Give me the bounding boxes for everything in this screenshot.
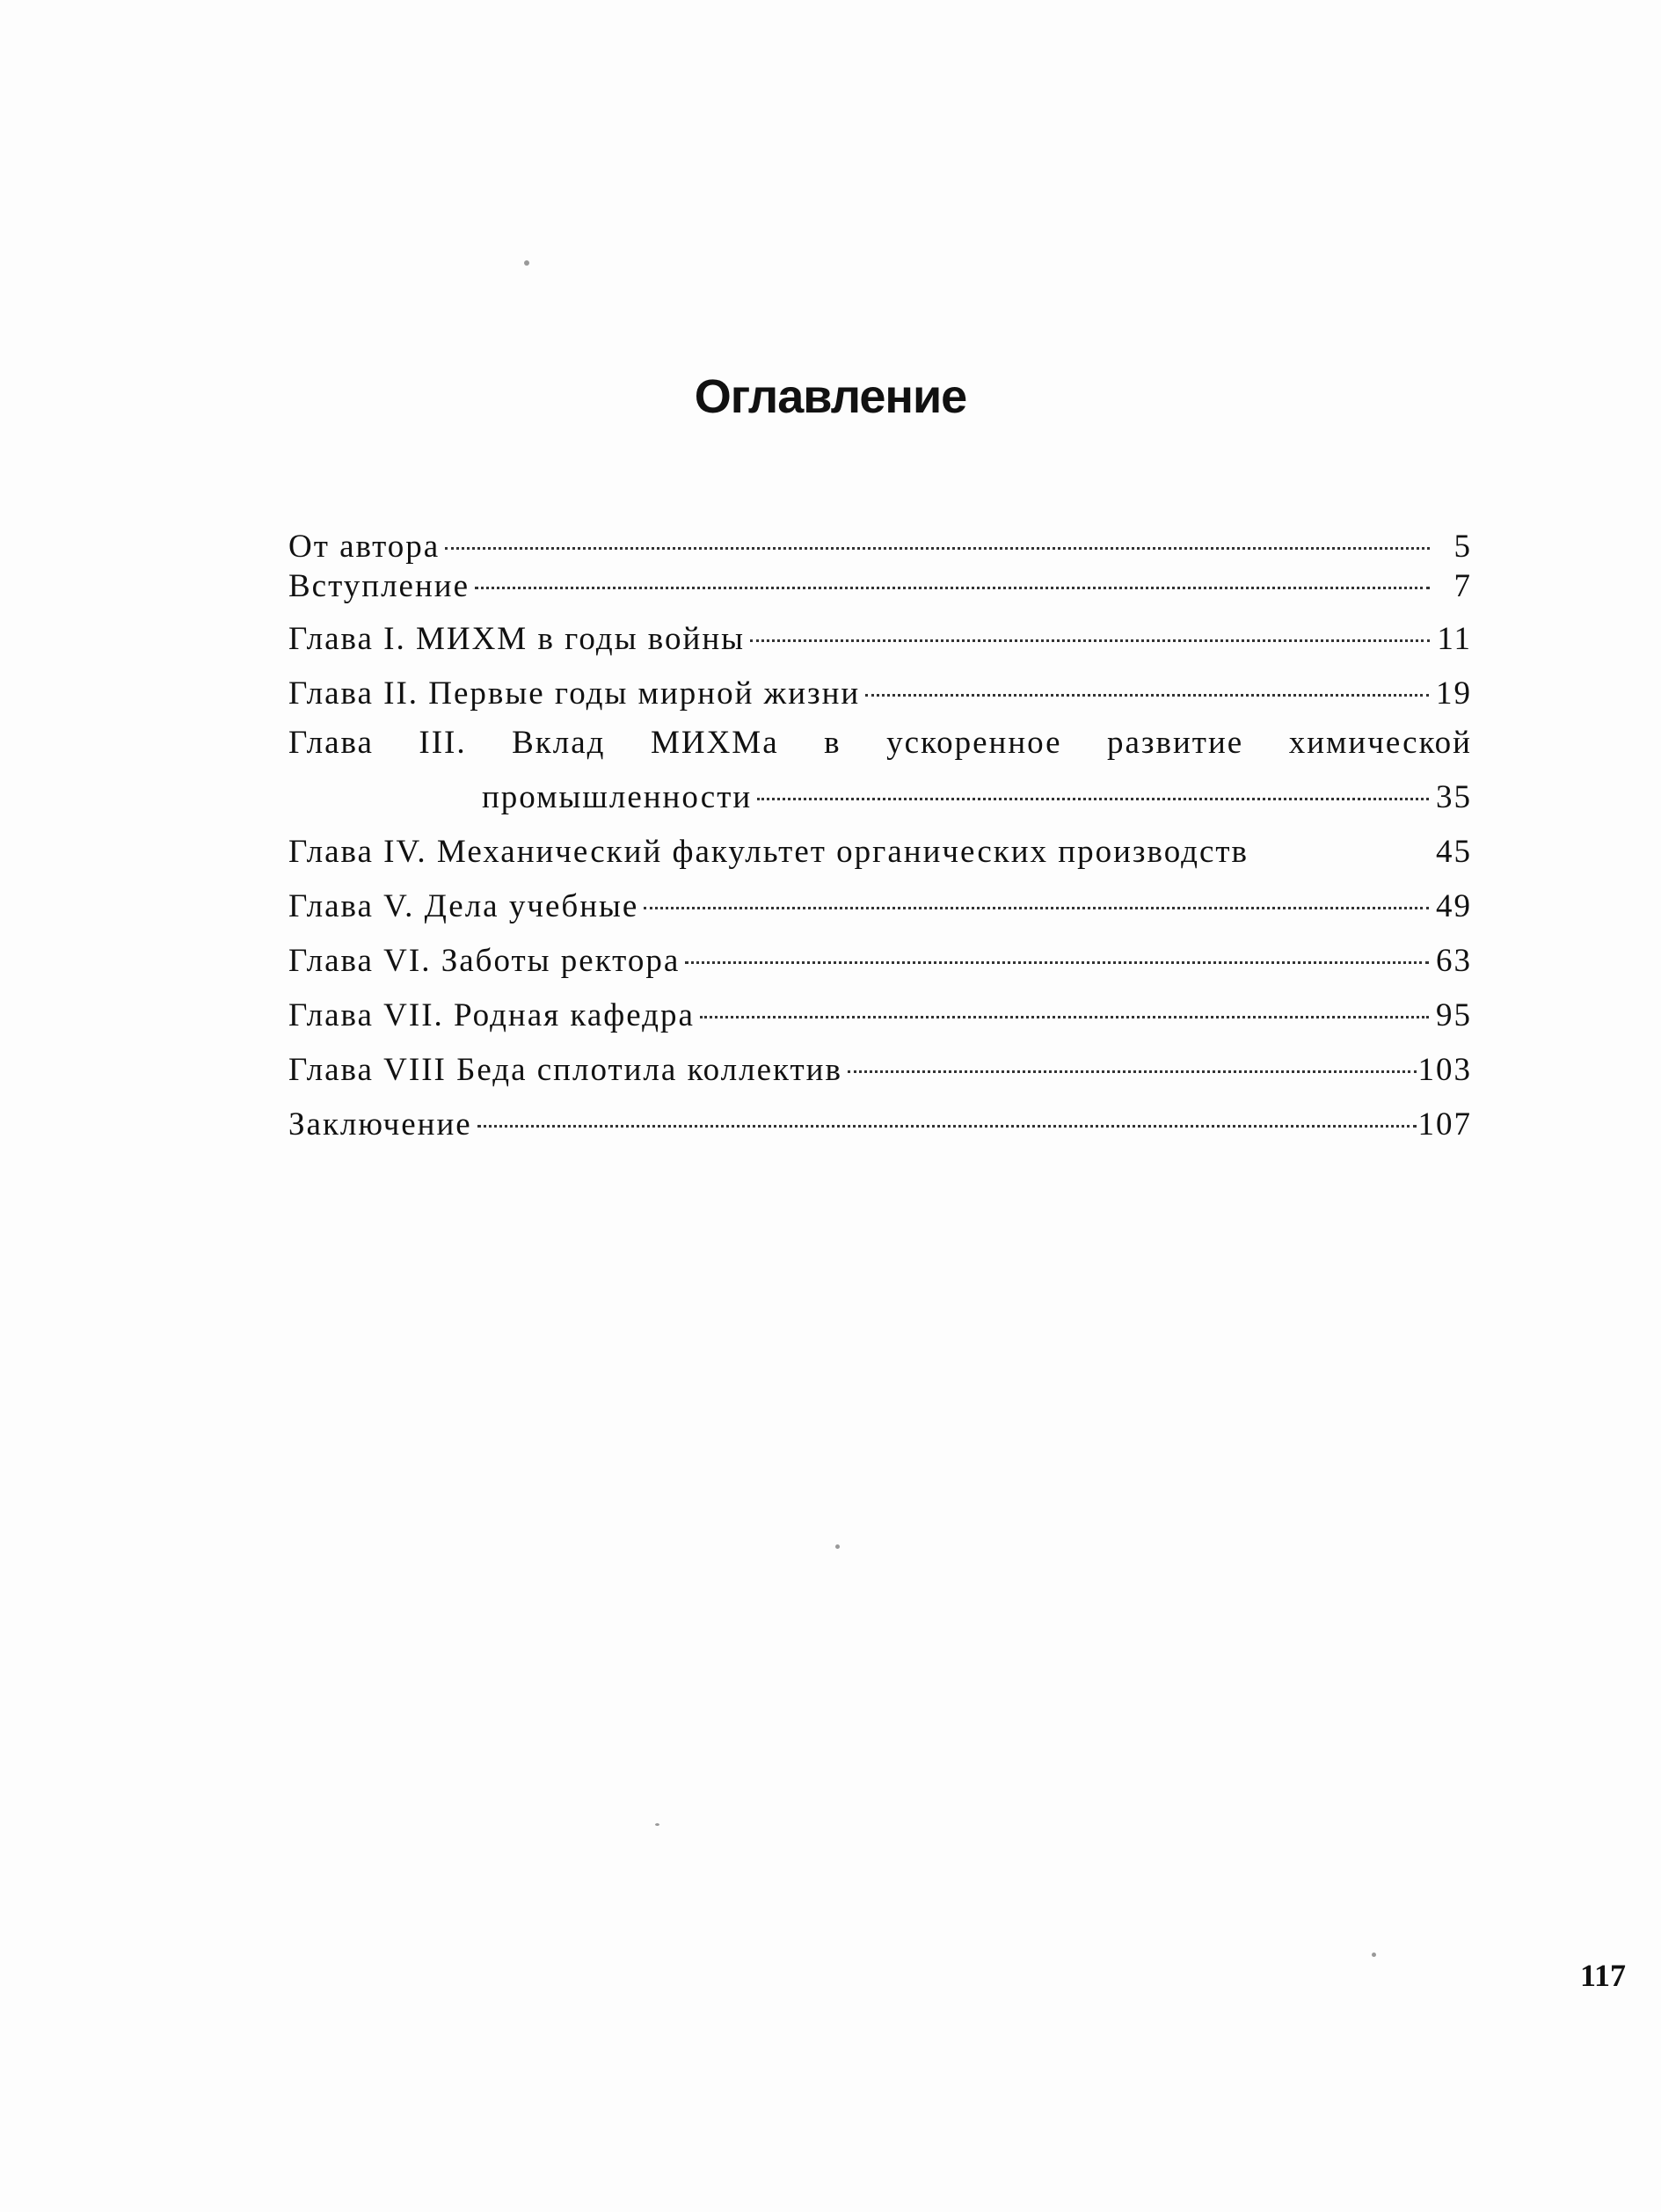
toc-entry-page: 19 [1436,675,1472,712]
toc-entry-page: 11 [1437,621,1472,657]
toc-entry-page: 107 [1417,1106,1472,1143]
toc-entry-label: Вступление [288,568,470,604]
toc-entry-label: Глава VI. Заботы ректора [288,943,681,979]
toc-leader-dots [477,1125,1417,1128]
page-number: 117 [1579,1958,1626,1993]
toc-entry-page: 5 [1453,529,1472,565]
scan-speck [835,1544,840,1549]
toc-entry-label: От автора [288,529,441,565]
toc-entry-page: 45 [1436,834,1472,870]
toc-entry-page: 95 [1436,997,1472,1033]
toc-entry [288,942,1472,984]
toc-entry [288,887,1472,930]
toc-entry [288,620,1472,662]
scan-speck [1372,1953,1376,1957]
toc-leader-dots [445,547,1430,550]
toc-entry-label: Глава IV. Механический факультет органических производств [288,834,1249,870]
toc-entry-label-line1: Глава III. Вклад МИХМа в ускоренное развитие химической [288,725,1472,761]
toc-leader-dots [865,694,1429,697]
toc-leader-dots [750,639,1430,642]
toc-entry [288,1051,1472,1093]
toc-entry [288,833,1472,875]
toc-leader-dots [757,798,1429,800]
toc-leader-dots [700,1016,1429,1018]
toc-entry-label: Глава I. МИХМ в годы войны [288,621,745,657]
toc-leader-dots [475,587,1430,589]
toc-entry [288,996,1472,1039]
toc-entry-page: 63 [1436,943,1472,979]
toc-entry-page: 103 [1417,1052,1472,1088]
toc-entry-page: 49 [1436,888,1472,924]
toc-entry [288,567,1472,610]
toc-leader-dots [848,1070,1417,1073]
toc-entry-label: Глава II. Первые годы мирной жизни [288,675,861,712]
scan-speck [524,260,529,266]
toc-entry-label: Заключение [288,1106,472,1143]
toc-entry [288,1106,1472,1148]
toc-entry-label: промышленности [482,779,753,815]
toc-entry-page: 7 [1453,568,1472,604]
toc-entry [288,528,1472,570]
toc-leader-dots [644,907,1429,909]
page-title: Оглавление [694,370,967,423]
toc-leader-dots [1254,852,1429,855]
toc-entry-label: Глава VIII Беда сплотила коллектив [288,1052,842,1088]
toc-entry-page: 35 [1436,779,1472,815]
scan-speck [655,1823,659,1826]
toc-entry [482,778,1472,821]
toc-entry-label: Глава VII. Родная кафедра [288,997,695,1033]
toc-leader-dots [685,961,1429,964]
toc-entry-label: Глава V. Дела учебные [288,888,639,924]
toc-entry [288,675,1472,717]
